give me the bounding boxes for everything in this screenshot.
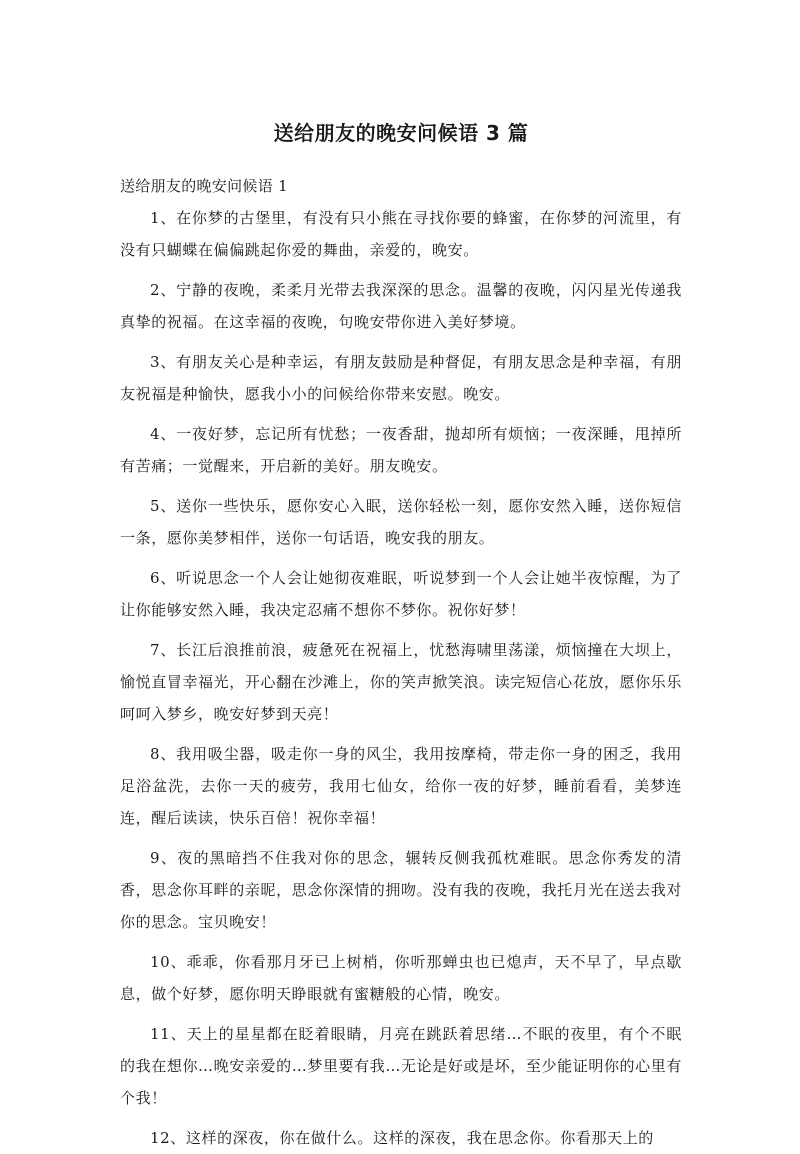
paragraph-9: 9、夜的黑暗挡不住我对你的思念，辗转反侧我孤枕难眠。思念你秀发的清香，思念你耳畔的亲昵，思念你深情的拥吻。没有我的夜晚，我托月光在送去我对你的思念。宝贝晚安！ bbox=[120, 849, 682, 931]
document-title: 送给朋友的晚安问候语 3 篇 bbox=[273, 121, 529, 145]
paragraph-4: 4、一夜好梦，忘记所有忧愁；一夜香甜，抛却所有烦恼；一夜深睡，甩掉所有苦痛；一觉醒来，开启新的美好。朋友晚安。 bbox=[120, 425, 682, 475]
paragraph-6: 6、听说思念一个人会让她彻夜难眠，听说梦到一个人会让她半夜惊醒，为了让你能够安然入睡，我决定忍痛不想你不梦你。祝你好梦！ bbox=[120, 569, 682, 619]
section-heading: 送给朋友的晚安问候语 1 bbox=[120, 177, 288, 195]
paragraph-7: 7、长江后浪推前浪，疲惫死在祝福上，忧愁海啸里荡漾，烦恼撞在大坝上，愉悦直冒幸福光，开心翻在沙滩上，你的笑声掀笑浪。读完短信心花放，愿你乐乐呵呵入梦乡，晚安好梦到天亮！ bbox=[120, 641, 682, 723]
paragraph-12: 12、这样的深夜，你在做什么。这样的深夜，我在思念你。你看那天上的 bbox=[150, 1129, 654, 1147]
paragraph-10: 10、乖乖，你看那月牙已上树梢，你听那蝉虫也已熄声，天不早了，早点歇息，做个好梦，愿你明天睁眼就有蜜糖般的心情，晚安。 bbox=[120, 953, 682, 1003]
paragraph-1: 1、在你梦的古堡里，有没有只小熊在寻找你要的蜂蜜，在你梦的河流里，有没有只蝴蝶在偏偏跳起你爱的舞曲，亲爱的，晚安。 bbox=[120, 209, 682, 259]
paragraph-11: 11、天上的星星都在眨着眼睛，月亮在跳跃着思绪…不眠的夜里，有个不眠的我在想你…晚安亲爱的…梦里要有我…无论是好或是坏，至少能证明你的心里有个我！ bbox=[120, 1025, 682, 1107]
paragraph-8: 8、我用吸尘器，吸走你一身的风尘，我用按摩椅，带走你一身的困乏，我用足浴盆洗，去你一天的疲劳，我用七仙女，给你一夜的好梦，睡前看看，美梦连连，醒后读读，快乐百倍！祝你幸福！ bbox=[120, 745, 682, 827]
paragraph-3: 3、有朋友关心是种幸运，有朋友鼓励是种督促，有朋友思念是种幸福，有朋友祝福是种愉快，愿我小小的问候给你带来安慰。晚安。 bbox=[120, 353, 682, 403]
paragraph-2: 2、宁静的夜晚，柔柔月光带去我深深的思念。温馨的夜晚，闪闪星光传递我真挚的祝福。在这幸福的夜晚，句晚安带你进入美好梦境。 bbox=[120, 281, 682, 331]
paragraph-5: 5、送你一些快乐，愿你安心入眠，送你轻松一刻，愿你安然入睡，送你短信一条，愿你美梦相伴，送你一句话语，晚安我的朋友。 bbox=[120, 497, 682, 547]
